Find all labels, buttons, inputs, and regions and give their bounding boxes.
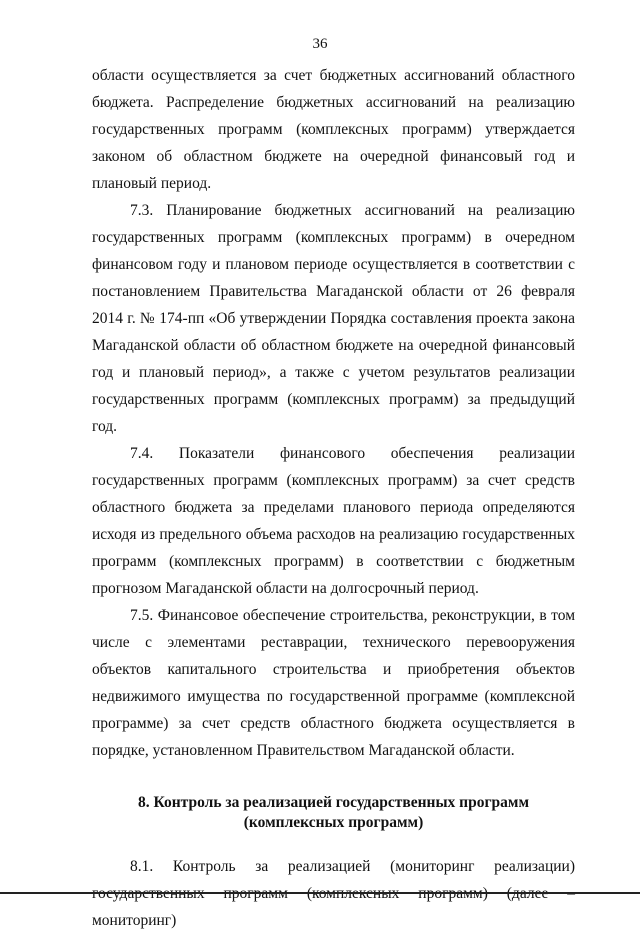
section-heading-line-2: (комплексных программ) [243, 814, 424, 831]
page-number: 36 [312, 36, 328, 52]
page-bottom-edge [0, 892, 640, 894]
section-heading-line-1: 8. Контроль за реализацией государственных программ [138, 794, 529, 811]
paragraph-7-4: 7.4. Показатели финансового обеспечения реализации государственных программ (комплексных программ) за счет средств областного бюджета за пределами планового периода определяются исходя из предельного объема расходов на реализацию государственных программ (комплексных программ) в соответствии с бюджетным прогнозом Магаданской области на долгосрочный период. [92, 445, 575, 597]
paragraph-7-5: 7.5. Финансовое обеспечение строительства, реконструкции, в том числе с элементами реставрации, технического перевооружения объектов капитального строительства и приобретения объектов недвижимого имущества по государственной программе (комплексной программе) за счет средств областного бюджета осуществляется в порядке, установленном Правительством Магаданской области. [92, 607, 575, 759]
document-body [92, 62, 575, 934]
paragraph-7-3: 7.3. Планирование бюджетных ассигнований на реализацию государственных программ (комплексных программ) в очередном финансовом году и плановом периоде осуществляется в соответствии с постановлением Правительства Магаданской области от 26 февраля 2014 г. № 174-пп «Об утверждении Порядка составления проекта закона Магаданской области об областном бюджете на очередной финансовый год и плановый период», а также с учетом результатов реализации государственных программ (комплексных программ) за предыдущий год. [92, 202, 575, 435]
section-heading-8 [92, 793, 575, 833]
paragraph-8-1: 8.1. Контроль за реализацией (мониторинг реализации) мониторинг) [92, 858, 575, 929]
paragraph-continued: области осуществляется за счет бюджетных ассигнований областного бюджета. Распределение бюджетных ассигнований на реализацию государственных программ (комплексных программ) утверждается законом об областном бюджете на очередной финансовый год и плановый период. [92, 67, 575, 192]
